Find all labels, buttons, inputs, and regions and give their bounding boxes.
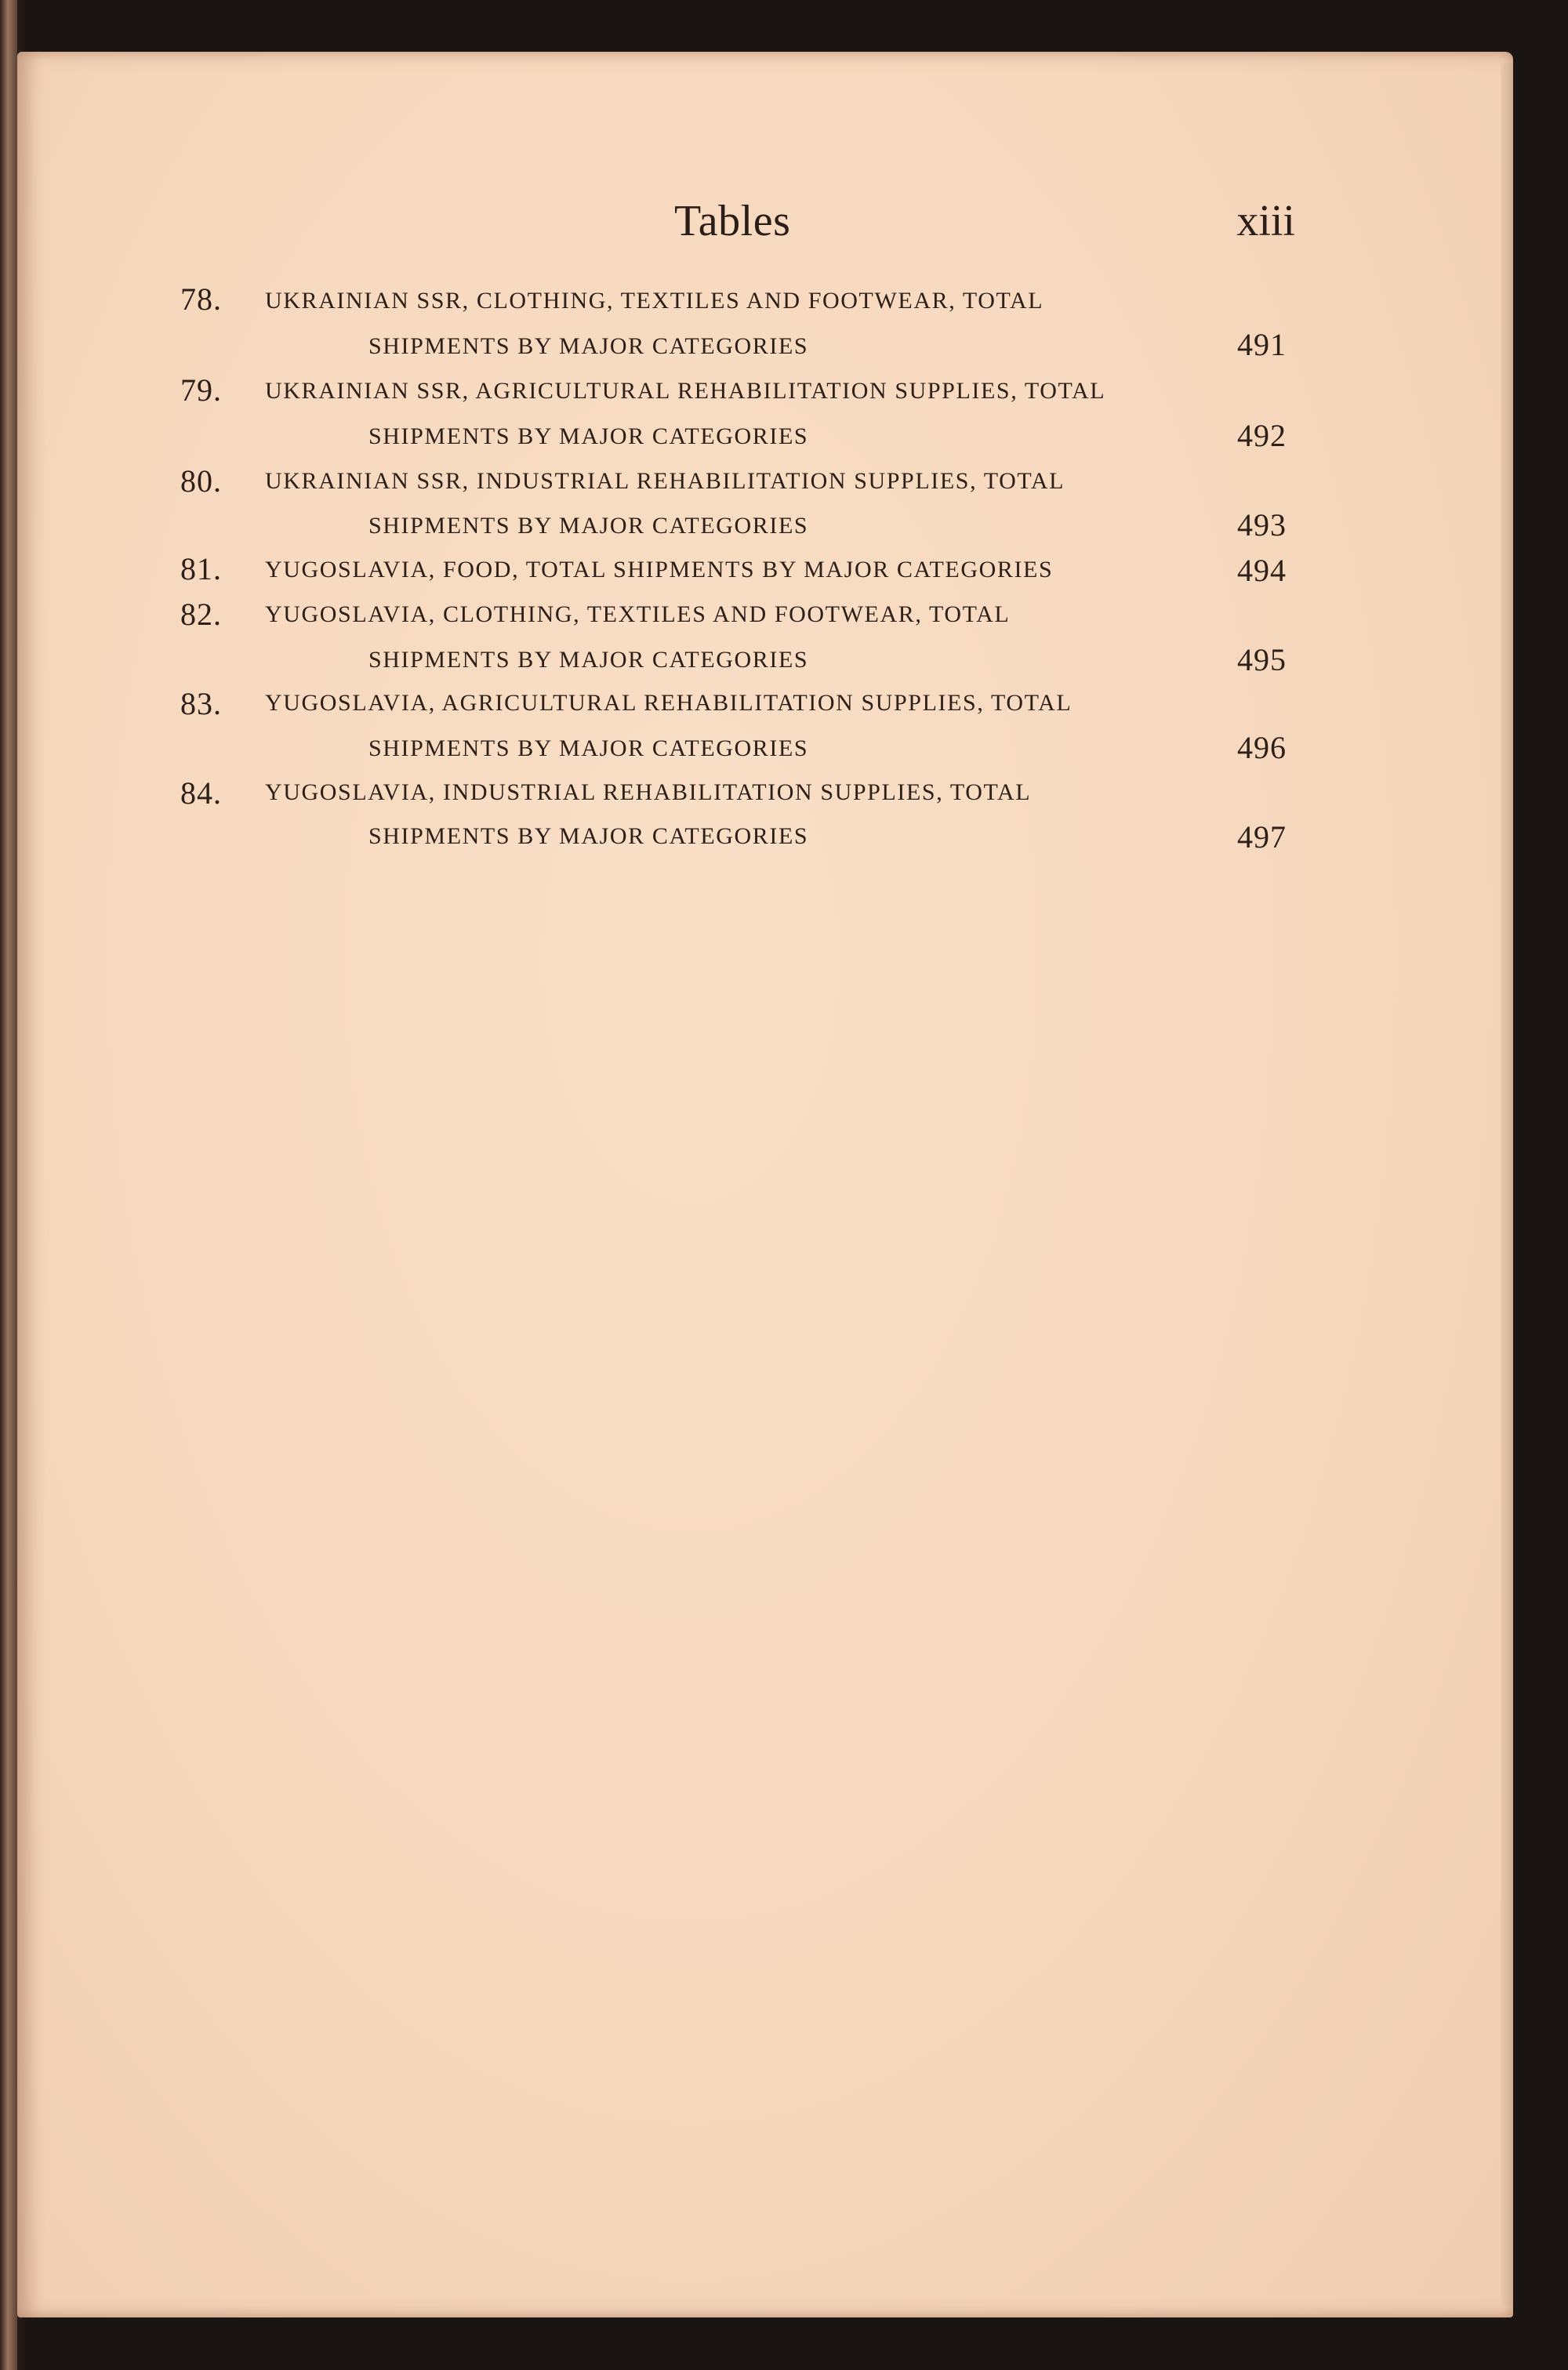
entry-title-line: SHIPMENTS BY MAJOR CATEGORIES — [368, 333, 809, 359]
entry-title-line: YUGOSLAVIA, AGRICULTURAL REHABILITATION SUPPLIES, TOTAL — [265, 690, 1073, 716]
page-number: 496 — [1237, 730, 1287, 765]
entry-title-line: SHIPMENTS BY MAJOR CATEGORIES — [368, 423, 809, 449]
entry-title-line: SHIPMENTS BY MAJOR CATEGORIES — [368, 823, 809, 849]
table-number: 83. — [180, 686, 222, 721]
entry-title-line: UKRAINIAN SSR, CLOTHING, TEXTILES AND FOOTWEAR, TOTAL — [265, 288, 1044, 314]
entry-title-line: UKRAINIAN SSR, INDUSTRIAL REHABILITATION SUPPLIES, TOTAL — [265, 468, 1065, 494]
table-number: 82. — [180, 597, 222, 632]
table-number: 84. — [180, 775, 222, 811]
table-number: 79. — [180, 372, 222, 408]
entry-title-line: YUGOSLAVIA, INDUSTRIAL REHABILITATION SUPPLIES, TOTAL — [265, 779, 1032, 805]
entry-title-line: SHIPMENTS BY MAJOR CATEGORIES — [368, 735, 809, 761]
page-number: 491 — [1237, 327, 1287, 362]
table-number: 80. — [180, 463, 222, 499]
entry-title-line: SHIPMENTS BY MAJOR CATEGORIES — [368, 647, 809, 673]
entry-title-line: YUGOSLAVIA, FOOD, TOTAL SHIPMENTS BY MAJOR CATEGORIES — [265, 557, 1054, 583]
page-folio: xiii — [1236, 197, 1295, 245]
page-number: 493 — [1237, 507, 1287, 543]
page-number: 492 — [1237, 418, 1287, 453]
running-title: Tables — [674, 197, 791, 245]
page-number: 495 — [1237, 642, 1287, 677]
page-number: 494 — [1237, 553, 1287, 588]
entry-title-line: UKRAINIAN SSR, AGRICULTURAL REHABILITATION SUPPLIES, TOTAL — [265, 378, 1106, 404]
page-number: 497 — [1237, 819, 1287, 855]
table-number: 81. — [180, 551, 222, 586]
entry-title-line: YUGOSLAVIA, CLOTHING, TEXTILES AND FOOTWEAR, TOTAL — [265, 601, 1011, 627]
table-number: 78. — [180, 281, 222, 317]
entry-title-line: SHIPMENTS BY MAJOR CATEGORIES — [368, 513, 809, 539]
